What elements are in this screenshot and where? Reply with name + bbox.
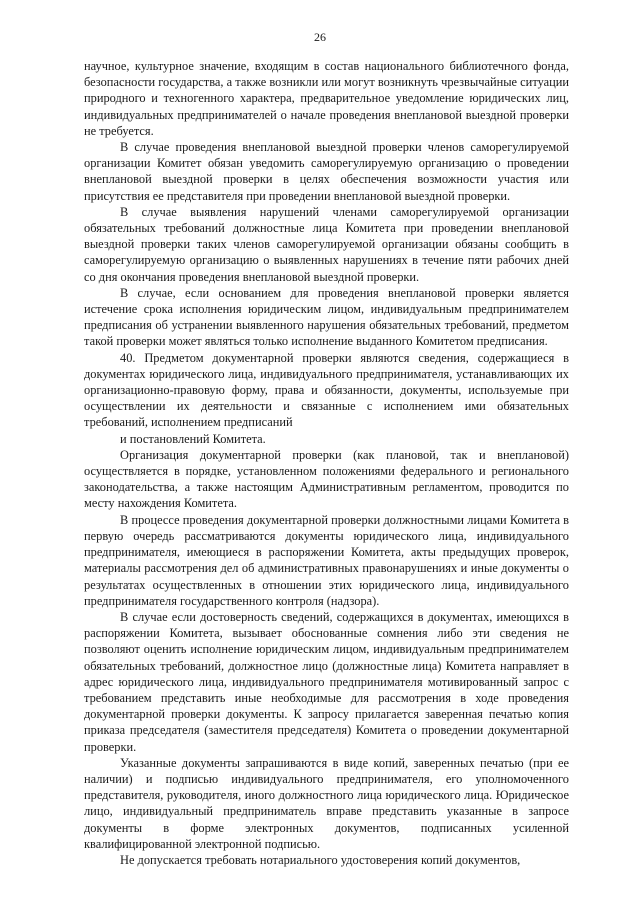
paragraph: Организация документарной проверки (как плановой, так и внеплановой) осуществляется в порядке, установленном положениями федерального и регионального законодательства, а также настоящим Административным регламентом, проводится по месту нахождения Комитета.: [84, 447, 569, 511]
paragraph: научное, культурное значение, входящим в состав национального библиотечного фонда, безопасности государства, а также возникли или могут возникнуть чрезвычайные ситуации природного и техногенного характера, предварительное уведомление юридических лиц, индивидуальных предпринимателей о начале проведения внеплановой выездной проверки не требуется.: [84, 59, 569, 138]
paragraph: В случае проведения внеплановой выездной проверки членов саморегулируемой организации Комитет обязан уведомить саморегулируемую организацию о проведении внеплановой выездной проверки в целях обеспечения возможности участия или присутствия ее представителя при проведении внеплановой выездной проверки.: [84, 140, 569, 203]
page-number: 26: [314, 30, 326, 44]
paragraph: В случае если достоверность сведений, содержащихся в документах, имеющихся в распоряжении Комитета, вызывает обоснованные сомнения либо эти сведения не позволяют оценить исполнение юридическим лицом, индивидуальным предпринимателем обязательных требований, должностное лицо (должностные лица) Комитета направляет в адрес юридического лица, индивидуального предпринимателя мотивированный запрос с требованием представить иные необходимые для рассмотрения в ходе проведения документарной проверки документы. К запросу прилагается заверенная печатью копия приказа председателя (заместителя председателя) Комитета о проведении документарной проверки.: [84, 609, 569, 754]
paragraph: 40. Предметом документарной проверки являются сведения, содержащиеся в документах юридического лица, индивидуального предпринимателя, устанавливающих их организационно-правовую форму, права и обязанности, документы, используемые при осуществлении их деятельности и связанные с исполнением ими обязательных требований, исполнением предписаний: [84, 350, 569, 430]
paragraph: Указанные документы запрашиваются в виде копий, заверенных печатью (при ее наличии) и подписью индивидуального предпринимателя, его уполномоченного представителя, руководителя, иного должностного лица юридического лица. Юридическое лицо, индивидуальный предприниматель вправе представить указанные в запросе документы в форме электронных документов, подписанных усиленной квалифицированной электронной подписью.: [84, 755, 569, 851]
paragraph: В процессе проведения документарной проверки должностными лицами Комитета в первую очередь рассматриваются документы юридического лица, индивидуального предпринимателя, имеющиеся в распоряжении Комитета, акты предыдущих проверок, материалы рассмотрения дел об административных правонарушениях и иные документы о результатах осуществленных в отношении этих юридического лица, индивидуального предпринимателя государственного контроля (надзора).: [84, 512, 569, 608]
paragraph: В случае выявления нарушений членами саморегулируемой организации обязательных требований должностные лица Комитета при проведении внеплановой выездной проверки таких членов саморегулируемой организации обязаны сообщить в саморегулируемую организацию о выявленных нарушениях в течение пяти рабочих дней со дня окончания проведения внеплановой выездной проверки.: [84, 204, 569, 284]
document-body: [84, 58, 569, 868]
paragraph: В случае, если основанием для проведения внеплановой проверки является истечение срока исполнения юридическим лицом, индивидуальным предпринимателем предписания об устранении выявленного нарушения обязательных требований, предметом такой проверки может являться только исполнение выданного Комитетом предписания.: [84, 285, 569, 349]
paragraph: и постановлений Комитета.: [120, 431, 266, 446]
paragraph: Не допускается требовать нотариального удостоверения копий документов,: [120, 852, 521, 867]
